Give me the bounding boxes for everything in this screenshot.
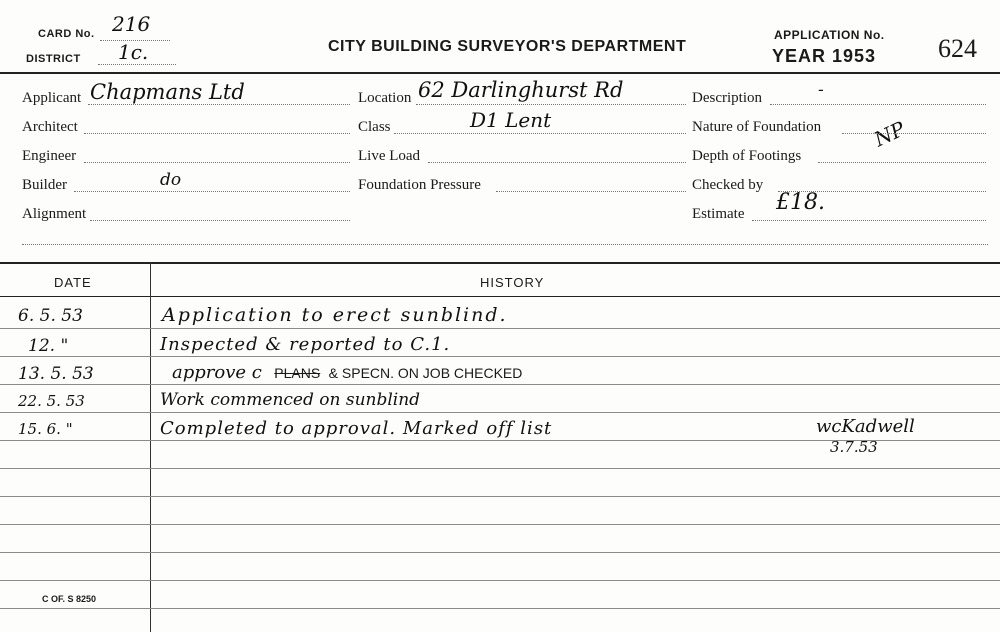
date-history-divider [150, 262, 151, 632]
builder-value: do [160, 170, 182, 190]
description-value: - [818, 80, 824, 100]
history-row-date: 22. 5. 53 [18, 392, 85, 410]
description-label: Description [692, 90, 762, 106]
history-row-text-hand: approve c [172, 362, 262, 383]
history-row-date: 13. 5. 53 [18, 364, 94, 384]
card-no-value: 216 [112, 12, 151, 36]
applicant-value: Chapmans Ltd [90, 80, 245, 104]
history-row-date: 12. " [28, 336, 69, 356]
checked-by-label: Checked by [692, 177, 764, 193]
history-row-text: Completed to approval. Marked off list [160, 418, 553, 439]
applicant-label: Applicant [22, 90, 82, 106]
class-value: D1 Lent [470, 108, 552, 132]
history-row-signature: wcKadwell [816, 416, 915, 437]
foundation-pressure-label: Foundation Pressure [358, 177, 481, 193]
form-code: C OF. S 8250 [42, 594, 97, 604]
estimate-label: Estimate [692, 206, 745, 222]
card-no-label: CARD No. [38, 28, 95, 40]
district-line [98, 64, 176, 65]
history-column-header: HISTORY [480, 275, 545, 290]
district-value: 1c. [118, 40, 149, 64]
history-row-text-print: & SPECN. ON JOB CHECKED [328, 365, 523, 381]
engineer-label: Engineer [22, 148, 77, 164]
history-row-text: Work commenced on sunblind [160, 390, 421, 410]
estimate-value: £18. [776, 190, 825, 215]
date-column-header: DATE [54, 275, 92, 290]
district-label: DISTRICT [26, 53, 81, 65]
history-row-text: Application to erect sunblind. [162, 304, 508, 326]
location-value: 62 Darlinghurst Rd [418, 78, 624, 102]
year-label: YEAR 1953 [772, 46, 877, 66]
history-row-sign-date: 3.7.53 [830, 438, 878, 456]
depth-of-footings-label: Depth of Footings [692, 148, 802, 164]
nature-value: NP [870, 116, 909, 152]
application-number: 624 [938, 34, 977, 63]
architect-label: Architect [22, 119, 78, 135]
history-row-text [172, 362, 522, 383]
department-title: CITY BUILDING SURVEYOR'S DEPARTMENT [328, 38, 687, 55]
application-no-label: APPLICATION No. [774, 28, 885, 42]
builder-label: Builder [22, 177, 67, 193]
class-label: Class [358, 119, 391, 135]
alignment-label: Alignment [22, 206, 87, 222]
fields-bottom-line [22, 244, 988, 245]
live-load-label: Live Load [358, 148, 421, 164]
nature-of-foundation-label: Nature of Foundation [692, 119, 822, 135]
location-label: Location [358, 90, 412, 106]
history-row-date: 15. 6. " [18, 420, 73, 438]
history-row-date: 6. 5. 53 [18, 306, 83, 326]
header-divider [0, 72, 1000, 74]
history-row-text: Inspected & reported to C.1. [160, 334, 451, 355]
history-row-text-struck: PLANS [274, 365, 321, 381]
